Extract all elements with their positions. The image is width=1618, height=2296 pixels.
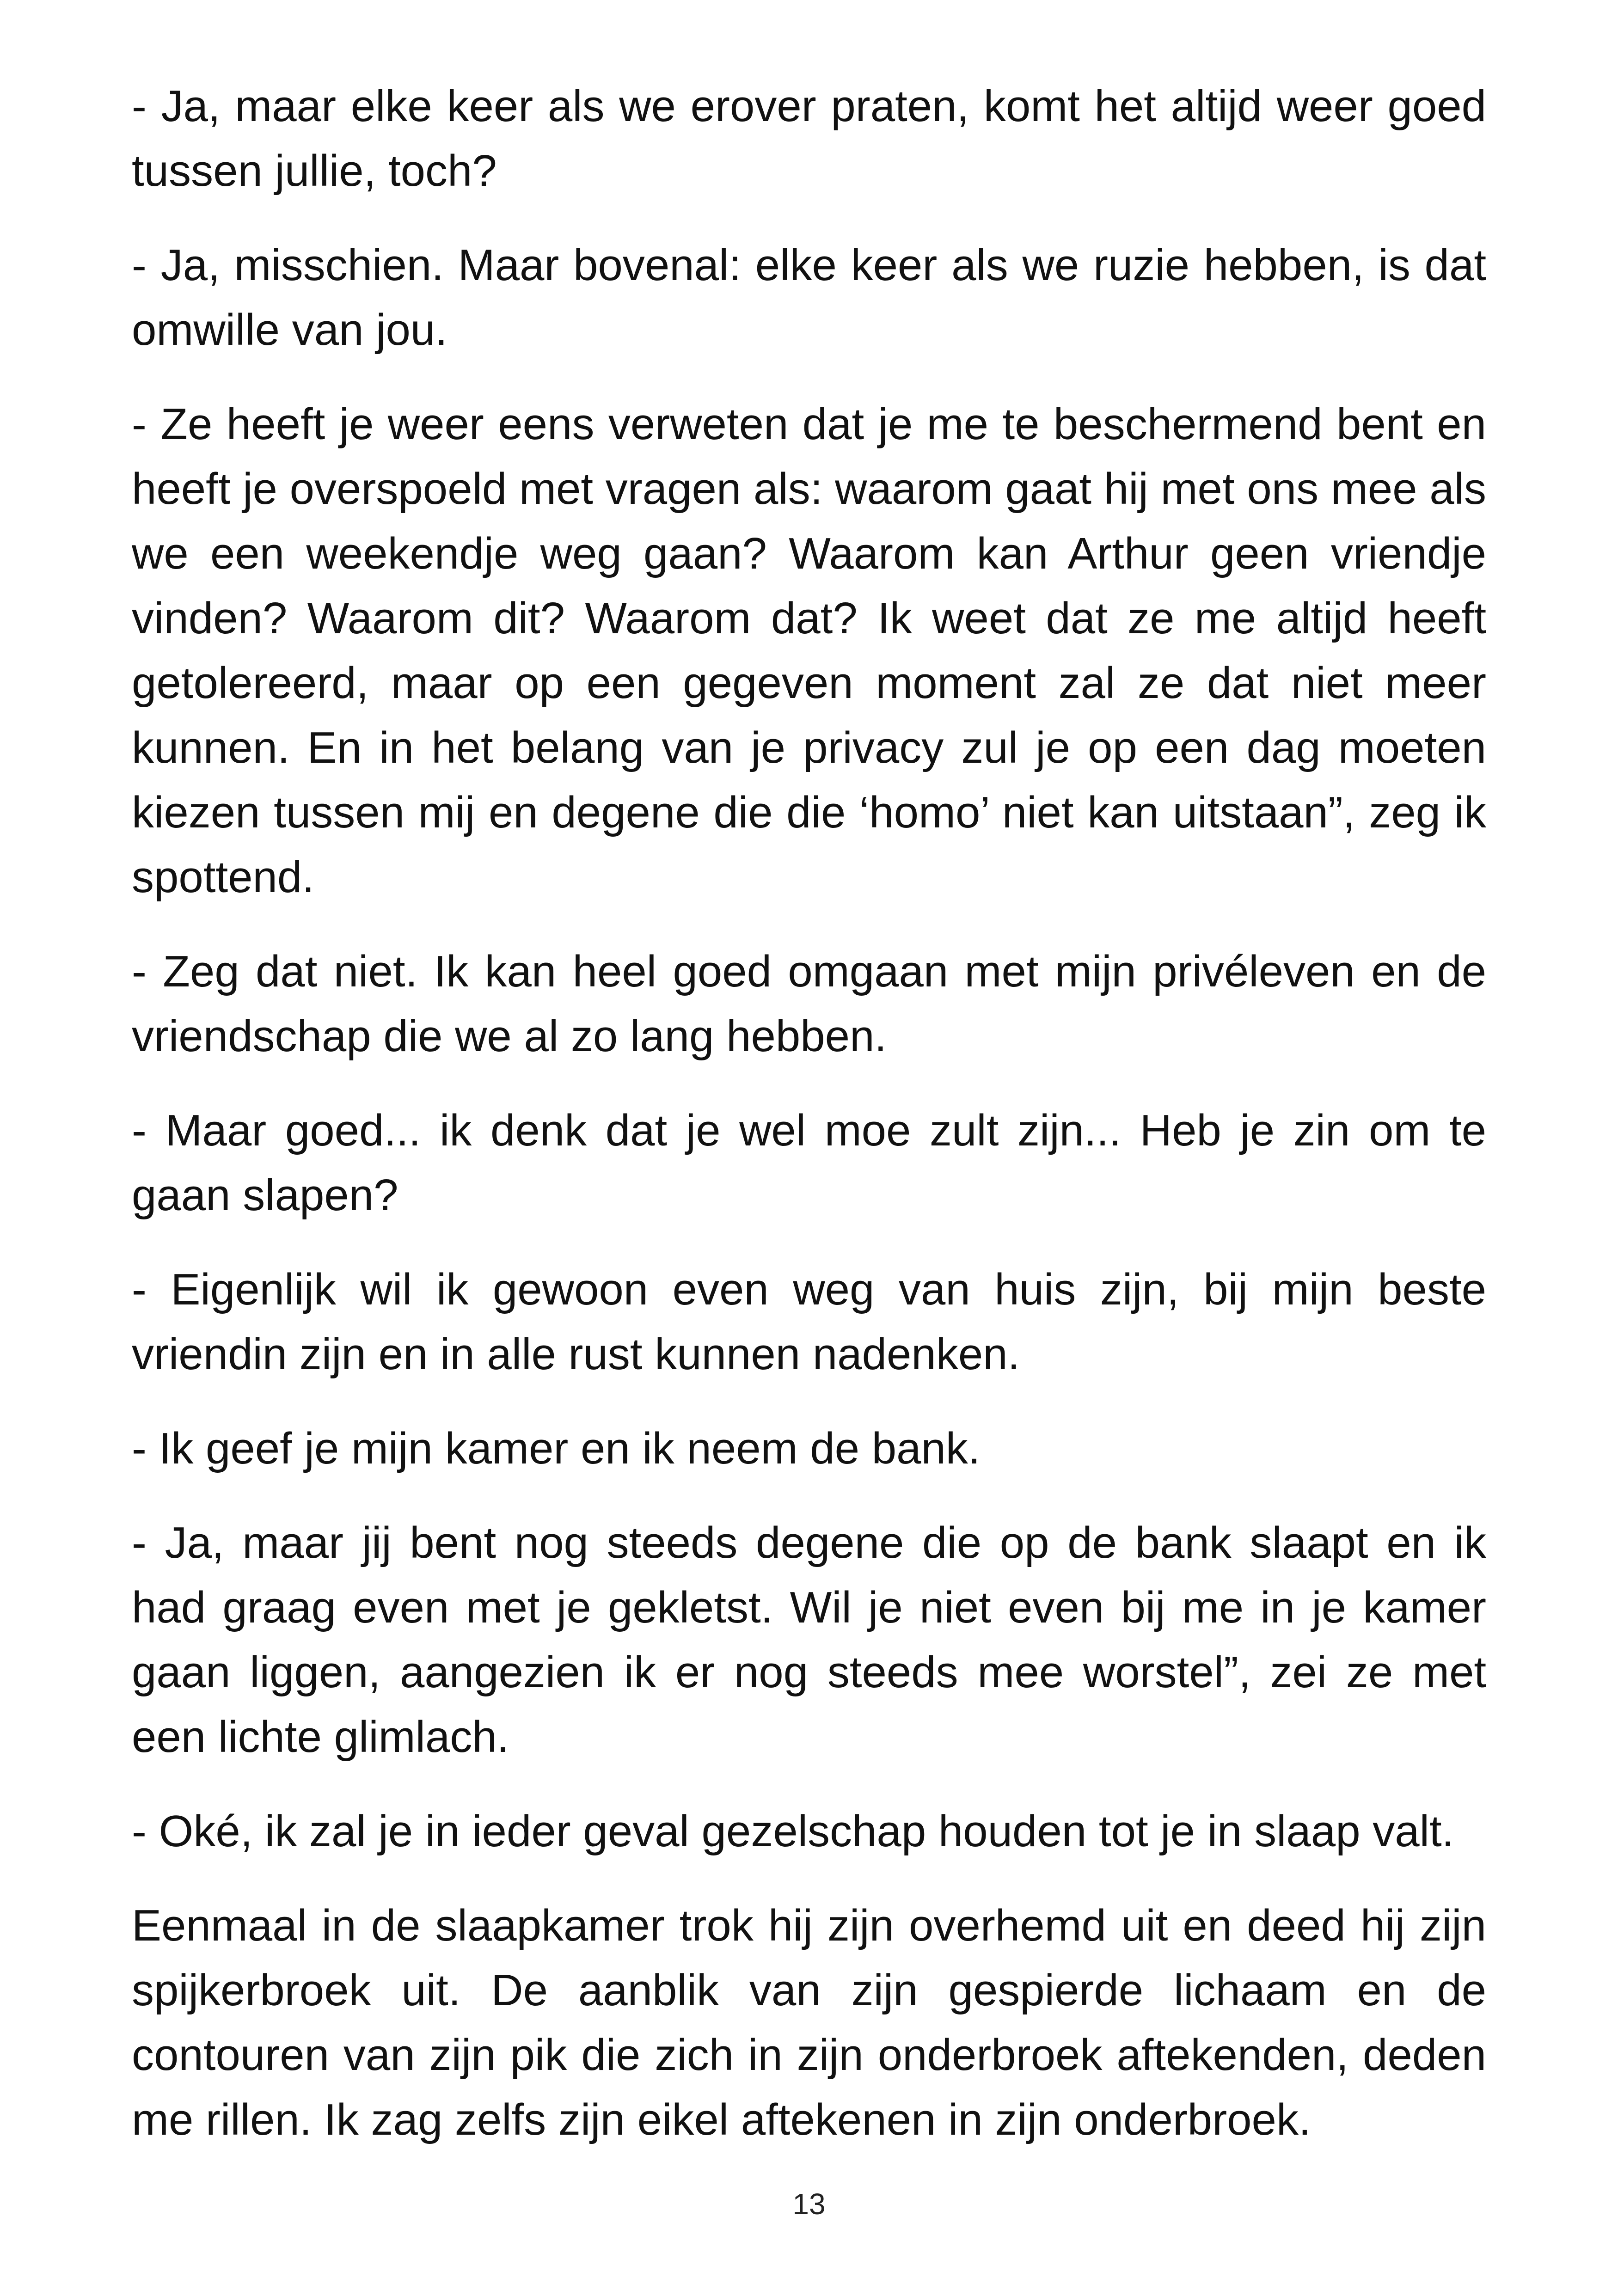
paragraph: - Ja, maar elke keer als we erover praten, komt het altijd weer goed tussen jullie, toch?	[132, 81, 1486, 196]
paragraph: - Ja, misschien. Maar bovenal: elke keer als we ruzie hebben, is dat omwille van jou.	[132, 240, 1486, 355]
paragraph: Eenmaal in de slaapkamer trok hij zijn overhemd uit en deed hij zijn spijkerbroek uit. De aanblik van zijn gespierde lichaam en de contouren van zijn pik die zich in zijn onderbroek aftekenden, deden me rillen. Ik zag zelfs zijn eikel aftekenen in zijn onderbroek.	[132, 1901, 1486, 2144]
paragraph: - Ze heeft je weer eens verweten dat je me te beschermend bent en heeft je overspoeld met vragen als: waarom gaat hij met ons mee als we een weekendje weg gaan? Waarom kan Arthur geen vriendje vinden? Waarom dit? Waarom dat? Ik weet dat ze me altijd heeft getolereerd, maar op een gegeven moment zal ze dat niet meer kunnen. En in het belang van je privacy zul je op een dag moeten kiezen tussen mij en degene die die ‘homo’ niet kan uitstaan”, zeg ik spottend.	[132, 399, 1486, 902]
body-text	[132, 74, 1486, 2182]
paragraph: - Maar goed... ik denk dat je wel moe zult zijn... Heb je zin om te gaan slapen?	[132, 1106, 1486, 1220]
page-number: 13	[792, 2187, 826, 2221]
paragraph: - Zeg dat niet. Ik kan heel goed omgaan met mijn privéleven en de vriendschap die we al zo lang hebben.	[132, 947, 1486, 1061]
paragraph: - Ik geef je mijn kamer en ik neem de bank.	[132, 1424, 981, 1473]
paragraph: - Ja, maar jij bent nog steeds degene die op de bank slaapt en ik had graag even met je gekletst. Wil je niet even bij me in je kamer gaan liggen, aangezien ik er nog steeds mee worstel”, zei ze met een lichte glimlach.	[132, 1518, 1486, 1762]
paragraph: - Eigenlijk wil ik gewoon even weg van huis zijn, bij mijn beste vriendin zijn en in alle rust kunnen nadenken.	[132, 1265, 1486, 1379]
paragraph: - Oké, ik zal je in ieder geval gezelschap houden tot je in slaap valt.	[132, 1806, 1454, 1856]
